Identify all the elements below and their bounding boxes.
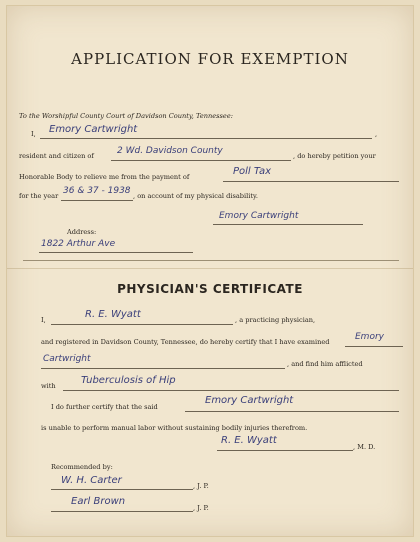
physician-i-label: I, bbox=[41, 316, 46, 324]
applicant-name: Emory Cartwright bbox=[49, 124, 138, 135]
physician-signature: R. E. Wyatt bbox=[221, 435, 277, 446]
condition-value: Tuberculosis of Hip bbox=[81, 375, 176, 386]
examined-name-last: Cartwright bbox=[43, 354, 91, 364]
unable-text: is unable to perform manual labor without sustaining bodily injuries therefrom. bbox=[41, 424, 308, 432]
applicant-signature: Emory Cartwright bbox=[219, 211, 299, 221]
physician-name: R. E. Wyatt bbox=[85, 309, 141, 320]
jp1-label: , J. P. bbox=[193, 482, 209, 490]
years-value: 36 & 37 - 1938 bbox=[63, 186, 131, 196]
paper-fold bbox=[7, 268, 413, 269]
i-label: I, bbox=[31, 130, 36, 138]
address-line bbox=[39, 252, 193, 253]
application-title: APPLICATION FOR EXEMPTION bbox=[71, 50, 349, 68]
applicant-signature-line bbox=[213, 224, 363, 225]
examined-name-line-2 bbox=[41, 368, 285, 369]
registered-text: and registered in Davidson County, Tennessee, do hereby certify that I have examined bbox=[41, 338, 330, 346]
jp2-signature-line bbox=[51, 511, 193, 512]
said-name-line bbox=[185, 411, 399, 412]
jp1-signature: W. H. Carter bbox=[61, 475, 122, 486]
examined-name-line-1 bbox=[345, 346, 403, 347]
district-line bbox=[111, 160, 291, 161]
applicant-name-line bbox=[40, 138, 372, 139]
application-document bbox=[6, 5, 414, 537]
address-to-line: To the Worshipful County Court of Davidson County, Tennessee: bbox=[19, 112, 233, 120]
physician-name-line bbox=[51, 324, 233, 325]
found-text: , and find him afflicted bbox=[287, 360, 363, 368]
md-label: , M. D. bbox=[353, 443, 376, 451]
physician-signature-line bbox=[217, 450, 353, 451]
jp2-signature: Earl Brown bbox=[71, 496, 126, 507]
address-label: Address: bbox=[67, 228, 97, 236]
with-label: with bbox=[41, 382, 56, 390]
comma-after-name: , bbox=[375, 130, 378, 138]
further-text: I do further certify that the said bbox=[51, 403, 158, 411]
said-name-value: Emory Cartwright bbox=[205, 395, 294, 406]
section-divider bbox=[23, 260, 399, 261]
resident-label: resident and citizen of bbox=[19, 152, 94, 160]
tax-type-line bbox=[223, 181, 399, 182]
honorable-text: Honorable Body to relieve me from the payment of bbox=[19, 173, 190, 181]
jp2-label: , J. P. bbox=[193, 504, 209, 512]
examined-name-first: Emory bbox=[355, 332, 384, 342]
disability-text: , on account of my physical disability. bbox=[133, 192, 258, 200]
petition-text: , do hereby petition your bbox=[293, 152, 376, 160]
recommended-label: Recommended by: bbox=[51, 463, 113, 471]
physician-certificate-title: PHYSICIAN'S CERTIFICATE bbox=[117, 282, 303, 296]
year-label: for the year bbox=[19, 192, 59, 200]
years-line bbox=[61, 200, 133, 201]
jp1-signature-line bbox=[51, 489, 193, 490]
district-value: 2 Wd. Davidson County bbox=[117, 146, 223, 156]
practicing-text: , a practicing physician, bbox=[235, 316, 316, 324]
tax-type-value: Poll Tax bbox=[233, 166, 271, 177]
condition-line bbox=[63, 390, 399, 391]
address-value: 1822 Arthur Ave bbox=[41, 239, 116, 249]
